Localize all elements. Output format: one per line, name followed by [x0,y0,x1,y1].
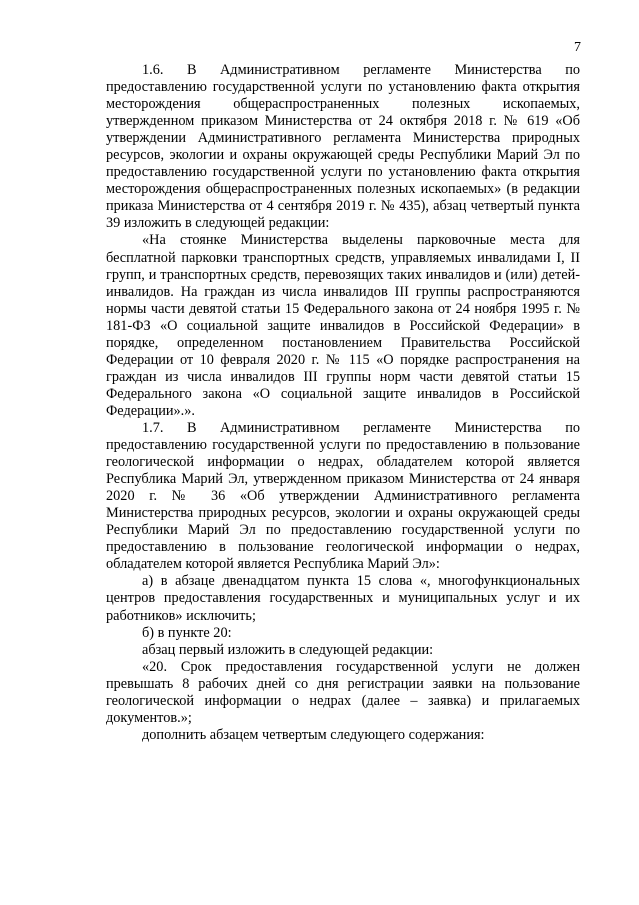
paragraph-quote-20: «20. Срок предоставления государственной услуги не должен превышать 8 рабочих дней со дня регистрации заявки на пользование геологической информации о недрах (далее – заявка) и прилагаемых документов.»; [106,658,580,726]
page-number: 7 [574,40,581,55]
paragraph-first-abzac: абзац первый изложить в следующей редакции: [142,641,434,658]
paragraph-add-fourth: дополнить абзацем четвертым следующего содержания: [142,726,485,743]
document-body [106,62,580,744]
paragraph-item-b: б) в пункте 20: [142,624,232,641]
paragraph-1-6: 1.6. В Административном регламенте Министерства по предоставлению государственной услуги по установлению факта открытия месторождения общераспространенных полезных ископаемых, утвержденном приказом Министерства от 24 октября 2018 г. № 619 «Об утверждении Административного регламента Министерства природных ресурсов, экологии и охраны окружающей среды Республики Марий Эл по предоставлению государственной услуги по установлению факта открытия месторождения общераспространенных полезных ископаемых» (в редакции приказа Министерства от 4 сентября 2019 г. № 435), абзац четвертый пункта 39 изложить в следующей редакции: [106,62,580,232]
paragraph-1-7: 1.7. В Административном регламенте Министерства по предоставлению государственной услуги по предоставлению в пользование геологической информации о недрах, обладателем которой является Республика Марий Эл, утвержденном приказом Министерства от 24 января 2020 г. № 36 «Об утверждении Административного регламента Министерства природных ресурсов, экологии и охраны окружающей среды Республики Марий Эл по предоставлению государственной услуги по предоставлению в пользование геологической информации о недрах, обладателем которой является Республика Марий Эл»: [106,419,580,573]
paragraph-quote-parking: «На стоянке Министерства выделены парковочные места для бесплатной парковки транспортных средств, управляемых инвалидами I, II групп, и транспортных средств, перевозящих таких инвалидов и (или) детей-инвалидов. На граждан из числа инвалидов III группы распространяются нормы части девятой статьи 15 Федерального закона от 24 ноября 1995 г. № 181-ФЗ «О социальной защите инвалидов в Российской Федерации» в порядке, определенном постановлением Правительства Российской Федерации от 10 февраля 2020 г. № 115 «О порядке распространения на граждан из числа инвалидов III группы норм части девятой статьи 15 Федерального закона «О социальной защите инвалидов в Российской Федерации».». [106,232,580,419]
paragraph-item-a: а) в абзаце двенадцатом пункта 15 слова «, многофункциональных центров предоставления государственных и муниципальных услуг и их работников» исключить; [106,573,580,624]
